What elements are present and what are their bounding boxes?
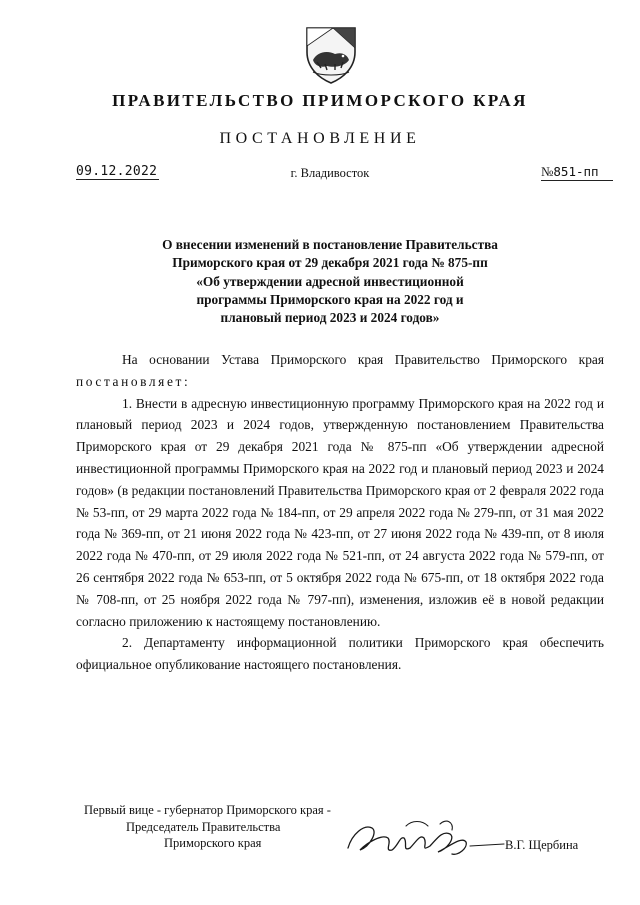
- subject-line: программы Приморского края на 2022 год и: [196, 291, 464, 307]
- number-prefix: №: [541, 164, 554, 179]
- subject-line: О внесении изменений в постановление Правительства: [162, 237, 498, 252]
- subject-line: плановый период 2023 и 2024 годов»: [220, 310, 440, 326]
- signer-line: Первый вице - губернатор Приморского края -: [84, 803, 331, 817]
- document-number: [541, 164, 613, 181]
- document-date: 09.12.2022: [76, 164, 158, 179]
- coat-of-arms-emblem: [299, 22, 363, 86]
- preamble-text: На основании Устава Приморского края Правительство Приморского края: [122, 352, 604, 367]
- signer-name: В.Г. Щербина: [505, 838, 579, 852]
- subject-line: Приморского края от 29 декабря 2021 года № 875-пп: [172, 255, 488, 271]
- item-1-paragraph: 1. Внести в адресную инвестиционную программу Приморского края на 2022 год и плановый период 2023 и 2024 годов, утвержденную постановлением Правительства Приморского края от 29 декабря 2021 года № 875-пп «Об утверждении адресной инвестиционной программы Приморского края на 2022 год и плановый период 2023 и 2024 годов» (в редакции постановлений Правительства Приморского края от 2 февраля 2022 года № 53-пп, от 29 марта 2022 года № 184-пп, от 29 апреля 2022 года № 279-пп, от 31 мая 2022 года № 369-пп, от 21 июня 2022 года № 423-пп, от 27 июня 2022 года № 439-пп, от 8 июля 2022 года № 470-пп, от 29 июля 2022 года № 521-пп, от 24 августа 2022 года № 579-пп, от 26 сентября 2022 года № 653-пп, от 5 октября 2022 года № 675-пп, от 18 октября 2022 года № 708-пп, от 25 ноября 2022 года № 797-пп), изменения, изложив её в новой редакции согласно приложению к настоящему постановлению.: [76, 395, 604, 629]
- preamble-verb: постановляет:: [76, 373, 191, 389]
- preamble-paragraph: [76, 349, 604, 393]
- signer-line: Председатель Правительства: [126, 819, 281, 834]
- document-subject: [120, 236, 540, 327]
- handwritten-signature: [342, 812, 507, 864]
- number-value: 851-пп: [553, 164, 599, 179]
- signer-position: [84, 802, 331, 852]
- government-title: ПРАВИТЕЛЬСТВО ПРИМОРСКОГО КРАЯ: [112, 91, 528, 110]
- document-city: г. Владивосток: [290, 166, 370, 180]
- signer-line: Приморского края: [164, 836, 262, 850]
- document-type: ПОСТАНОВЛЕНИЕ: [219, 130, 421, 147]
- document-body: [76, 349, 604, 676]
- item-2-paragraph: 2. Департаменту информационной политики Приморского края обеспечить официальное опубликование настоящего постановления.: [76, 635, 604, 673]
- subject-line: «Об утверждении адресной инвестиционной: [196, 273, 464, 289]
